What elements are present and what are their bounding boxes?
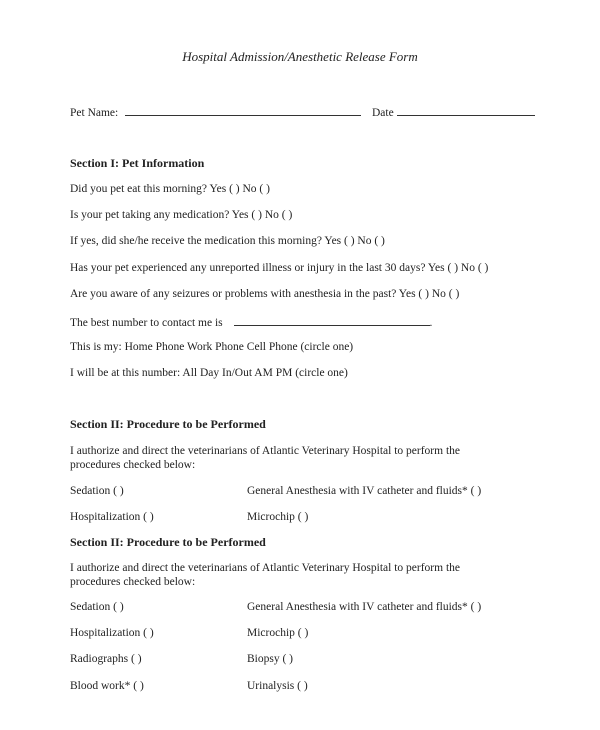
option-hospitalization[interactable]: Hospitalization ( ) [70, 511, 154, 523]
option-sedation-repeat[interactable]: Sedation ( ) [70, 601, 124, 613]
option-biopsy[interactable]: Biopsy ( ) [247, 653, 293, 665]
authorization-line1-repeat: I authorize and direct the veterinarians of Atlantic Veterinary Hospital to perform the [70, 562, 461, 574]
question-ate: Did you pet eat this morning? Yes ( ) No ( ) [70, 183, 270, 195]
option-general-anesthesia[interactable]: General Anesthesia with IV catheter and fluids* ( ) [247, 485, 482, 497]
authorization-line2-repeat: procedures checked below: [70, 576, 196, 588]
option-hospitalization-repeat[interactable]: Hospitalization ( ) [70, 627, 154, 639]
question-seizures: Are you aware of any seizures or problems with anesthesia in the past? Yes ( ) No ( ) [70, 288, 460, 300]
pet-name-label: Pet Name: [70, 107, 119, 119]
section1-heading: Section I: Pet Information [70, 156, 205, 170]
option-urinalysis[interactable]: Urinalysis ( ) [247, 680, 308, 692]
pet-name-field[interactable] [125, 104, 361, 116]
option-sedation[interactable]: Sedation ( ) [70, 485, 124, 497]
contact-number-row [70, 314, 432, 330]
date-label: Date [371, 107, 394, 119]
question-medication-today: If yes, did she/he receive the medication this morning? Yes ( ) No ( ) [70, 235, 385, 247]
availability-row: I will be at this number: All Day In/Out AM PM (circle one) [70, 367, 348, 379]
authorization-line1: I authorize and direct the veterinarians of Atlantic Veterinary Hospital to perform the [70, 445, 461, 457]
phone-type-row: This is my: Home Phone Work Phone Cell Phone (circle one) [70, 341, 354, 353]
contact-number-field[interactable] [234, 314, 430, 326]
option-microchip[interactable]: Microchip ( ) [247, 511, 309, 523]
form-title: Hospital Admission/Anesthetic Release Form [182, 49, 418, 64]
option-general-anesthesia-repeat[interactable]: General Anesthesia with IV catheter and fluids* ( ) [247, 601, 482, 613]
date-field[interactable] [397, 104, 535, 116]
section2-heading-repeat: Section II: Procedure to be Performed [70, 535, 266, 549]
contact-number-label: The best number to contact me is [70, 317, 223, 329]
authorization-line2: procedures checked below: [70, 459, 196, 471]
option-radiographs[interactable]: Radiographs ( ) [70, 653, 142, 665]
option-microchip-repeat[interactable]: Microchip ( ) [247, 627, 309, 639]
pet-name-row [70, 104, 535, 120]
option-blood-work[interactable]: Blood work* ( ) [70, 680, 144, 692]
contact-number-end: . [429, 317, 433, 329]
question-illness: Has your pet experienced any unreported illness or injury in the last 30 days? Yes ( ) No ( ) [70, 262, 489, 274]
question-medication: Is your pet taking any medication? Yes ( ) No ( ) [70, 209, 293, 221]
section2-heading: Section II: Procedure to be Performed [70, 417, 266, 431]
